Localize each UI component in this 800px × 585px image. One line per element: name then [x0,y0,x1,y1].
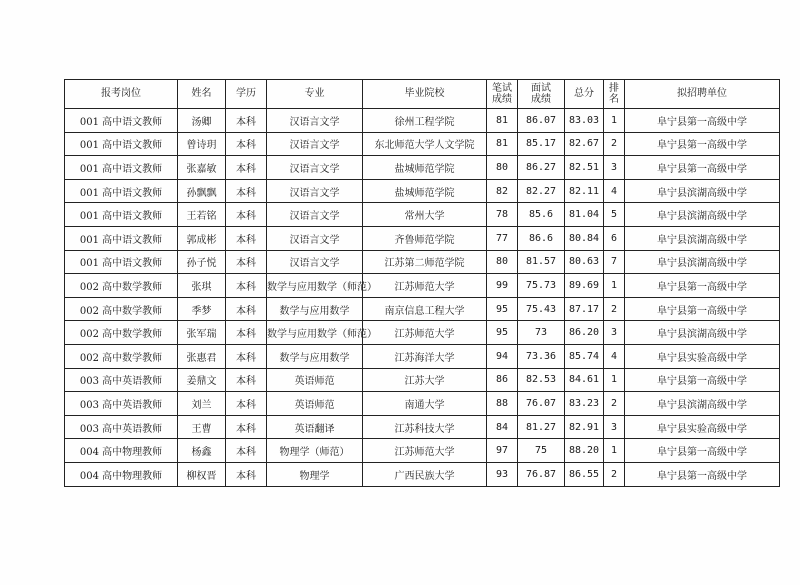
cell-education: 本科 [226,274,267,298]
cell-rank: 4 [604,344,625,368]
header-written [487,80,518,109]
cell-written: 81 [487,109,518,133]
cell-major: 汉语言文学 [267,203,363,227]
cell-education: 本科 [226,156,267,180]
cell-name: 季梦 [178,297,226,321]
cell-name: 孙飘飘 [178,179,226,203]
cell-name: 孙子悦 [178,250,226,274]
cell-major: 数学与应用数学（师范） [267,274,363,298]
table-row [65,439,780,463]
cell-major: 汉语言文学 [267,156,363,180]
cell-major: 数学与应用数学（师范） [267,321,363,345]
cell-school: 江苏第二师范学院 [363,250,487,274]
cell-major: 汉语言文学 [267,132,363,156]
cell-major: 数学与应用数学 [267,344,363,368]
cell-interview: 75.43 [518,297,565,321]
header-major: 专业 [267,80,363,109]
cell-rank: 2 [604,297,625,321]
cell-education: 本科 [226,392,267,416]
header-education: 学历 [226,80,267,109]
cell-name: 张军瑞 [178,321,226,345]
header-name: 姓名 [178,80,226,109]
table-row [65,297,780,321]
cell-major: 数学与应用数学 [267,297,363,321]
cell-unit: 阜宁县第一高级中学 [625,368,780,392]
cell-rank: 2 [604,462,625,486]
cell-name: 刘兰 [178,392,226,416]
results-table [64,79,780,487]
cell-unit: 阜宁县滨湖高级中学 [625,179,780,203]
cell-school: 江苏师范大学 [363,321,487,345]
cell-interview: 75 [518,439,565,463]
cell-school: 南京信息工程大学 [363,297,487,321]
cell-unit: 阜宁县第一高级中学 [625,297,780,321]
table-row [65,368,780,392]
cell-position: 004 高中物理教师 [65,462,178,486]
cell-total: 82.51 [565,156,604,180]
cell-unit: 阜宁县实验高级中学 [625,415,780,439]
cell-education: 本科 [226,203,267,227]
table-row [65,250,780,274]
cell-interview: 75.73 [518,274,565,298]
cell-school: 东北师范大学人文学院 [363,132,487,156]
cell-name: 王若铭 [178,203,226,227]
table-row [65,226,780,250]
cell-education: 本科 [226,297,267,321]
cell-school: 徐州工程学院 [363,109,487,133]
cell-unit: 阜宁县第一高级中学 [625,109,780,133]
cell-written: 82 [487,179,518,203]
cell-position: 001 高中语文教师 [65,250,178,274]
cell-written: 80 [487,156,518,180]
cell-unit: 阜宁县滨湖高级中学 [625,226,780,250]
cell-position: 002 高中数学教师 [65,297,178,321]
cell-total: 80.84 [565,226,604,250]
cell-unit: 阜宁县第一高级中学 [625,439,780,463]
cell-position: 001 高中语文教师 [65,179,178,203]
cell-position: 002 高中数学教师 [65,344,178,368]
table-body [65,109,780,487]
cell-total: 80.63 [565,250,604,274]
cell-rank: 2 [604,392,625,416]
cell-name: 张嘉敏 [178,156,226,180]
header-interview-line1: 面试 [531,83,551,94]
cell-school: 齐鲁师范学院 [363,226,487,250]
cell-written: 80 [487,250,518,274]
cell-total: 86.20 [565,321,604,345]
header-position: 报考岗位 [65,80,178,109]
cell-total: 84.61 [565,368,604,392]
cell-school: 常州大学 [363,203,487,227]
cell-written: 94 [487,344,518,368]
table-row [65,392,780,416]
cell-interview: 81.27 [518,415,565,439]
header-rank [604,80,625,109]
cell-major: 物理学 [267,462,363,486]
cell-written: 99 [487,274,518,298]
cell-total: 85.74 [565,344,604,368]
cell-school: 江苏海洋大学 [363,344,487,368]
cell-education: 本科 [226,462,267,486]
cell-unit: 阜宁县实验高级中学 [625,344,780,368]
cell-education: 本科 [226,250,267,274]
cell-name: 张琪 [178,274,226,298]
cell-rank: 3 [604,415,625,439]
cell-position: 001 高中语文教师 [65,109,178,133]
cell-school: 南通大学 [363,392,487,416]
cell-interview: 82.53 [518,368,565,392]
cell-position: 003 高中英语教师 [65,415,178,439]
cell-interview: 85.6 [518,203,565,227]
cell-interview: 86.27 [518,156,565,180]
cell-unit: 阜宁县滨湖高级中学 [625,203,780,227]
cell-school: 盐城师范学院 [363,156,487,180]
cell-position: 001 高中语文教师 [65,203,178,227]
table-row [65,109,780,133]
cell-school: 盐城师范学院 [363,179,487,203]
cell-major: 汉语言文学 [267,179,363,203]
header-unit: 拟招聘单位 [625,80,780,109]
table-row [65,203,780,227]
cell-major: 汉语言文学 [267,250,363,274]
header-written-line2: 成绩 [492,94,512,105]
cell-interview: 82.27 [518,179,565,203]
cell-interview: 73.36 [518,344,565,368]
cell-total: 83.23 [565,392,604,416]
cell-major: 英语师范 [267,368,363,392]
cell-written: 95 [487,297,518,321]
table-row [65,274,780,298]
cell-written: 86 [487,368,518,392]
cell-position: 001 高中语文教师 [65,226,178,250]
cell-position: 001 高中语文教师 [65,156,178,180]
cell-interview: 76.87 [518,462,565,486]
cell-rank: 1 [604,109,625,133]
header-rank-line2: 名 [609,94,619,105]
cell-rank: 4 [604,179,625,203]
cell-rank: 2 [604,132,625,156]
table-row [65,321,780,345]
table-row [65,415,780,439]
cell-written: 97 [487,439,518,463]
cell-rank: 6 [604,226,625,250]
cell-interview: 86.07 [518,109,565,133]
cell-written: 93 [487,462,518,486]
cell-major: 英语翻译 [267,415,363,439]
cell-school: 江苏师范大学 [363,274,487,298]
header-school: 毕业院校 [363,80,487,109]
cell-education: 本科 [226,109,267,133]
header-written-line1: 笔试 [492,83,512,94]
cell-unit: 阜宁县第一高级中学 [625,156,780,180]
cell-unit: 阜宁县滨湖高级中学 [625,392,780,416]
cell-rank: 7 [604,250,625,274]
cell-unit: 阜宁县第一高级中学 [625,274,780,298]
table-header-row [65,80,780,109]
cell-unit: 阜宁县第一高级中学 [625,462,780,486]
cell-written: 77 [487,226,518,250]
cell-name: 杨鑫 [178,439,226,463]
cell-school: 江苏科技大学 [363,415,487,439]
cell-education: 本科 [226,439,267,463]
cell-name: 王曹 [178,415,226,439]
cell-name: 郭成彬 [178,226,226,250]
cell-rank: 1 [604,274,625,298]
table-row [65,462,780,486]
table-row [65,179,780,203]
cell-rank: 1 [604,439,625,463]
cell-education: 本科 [226,368,267,392]
header-rank-line1: 排 [609,83,619,94]
cell-rank: 3 [604,156,625,180]
cell-total: 86.55 [565,462,604,486]
table-row [65,132,780,156]
cell-major: 英语师范 [267,392,363,416]
header-total: 总分 [565,80,604,109]
cell-rank: 5 [604,203,625,227]
cell-name: 曾诗玥 [178,132,226,156]
cell-total: 82.67 [565,132,604,156]
cell-interview: 76.07 [518,392,565,416]
cell-interview: 85.17 [518,132,565,156]
cell-position: 002 高中数学教师 [65,274,178,298]
cell-interview: 86.6 [518,226,565,250]
cell-name: 张惠君 [178,344,226,368]
cell-rank: 1 [604,368,625,392]
cell-education: 本科 [226,179,267,203]
cell-interview: 73 [518,321,565,345]
cell-total: 83.03 [565,109,604,133]
cell-total: 81.04 [565,203,604,227]
cell-unit: 阜宁县滨湖高级中学 [625,321,780,345]
cell-rank: 3 [604,321,625,345]
cell-name: 柳权晋 [178,462,226,486]
cell-written: 95 [487,321,518,345]
table-row [65,344,780,368]
cell-written: 78 [487,203,518,227]
cell-school: 江苏师范大学 [363,439,487,463]
table-row [65,156,780,180]
cell-interview: 81.57 [518,250,565,274]
cell-total: 88.20 [565,439,604,463]
cell-written: 84 [487,415,518,439]
cell-education: 本科 [226,132,267,156]
cell-education: 本科 [226,321,267,345]
cell-total: 89.69 [565,274,604,298]
header-interview-line2: 成绩 [531,94,551,105]
cell-position: 003 高中英语教师 [65,392,178,416]
cell-written: 88 [487,392,518,416]
cell-total: 82.91 [565,415,604,439]
cell-school: 广西民族大学 [363,462,487,486]
cell-major: 物理学（师范） [267,439,363,463]
cell-position: 003 高中英语教师 [65,368,178,392]
cell-total: 87.17 [565,297,604,321]
cell-education: 本科 [226,226,267,250]
header-interview [518,80,565,109]
cell-education: 本科 [226,415,267,439]
cell-major: 汉语言文学 [267,226,363,250]
cell-unit: 阜宁县第一高级中学 [625,132,780,156]
cell-written: 81 [487,132,518,156]
cell-education: 本科 [226,344,267,368]
cell-total: 82.11 [565,179,604,203]
cell-unit: 阜宁县滨湖高级中学 [625,250,780,274]
cell-position: 002 高中数学教师 [65,321,178,345]
cell-position: 001 高中语文教师 [65,132,178,156]
cell-major: 汉语言文学 [267,109,363,133]
cell-name: 汤卿 [178,109,226,133]
cell-position: 004 高中物理教师 [65,439,178,463]
cell-school: 江苏大学 [363,368,487,392]
cell-name: 姜鼎文 [178,368,226,392]
